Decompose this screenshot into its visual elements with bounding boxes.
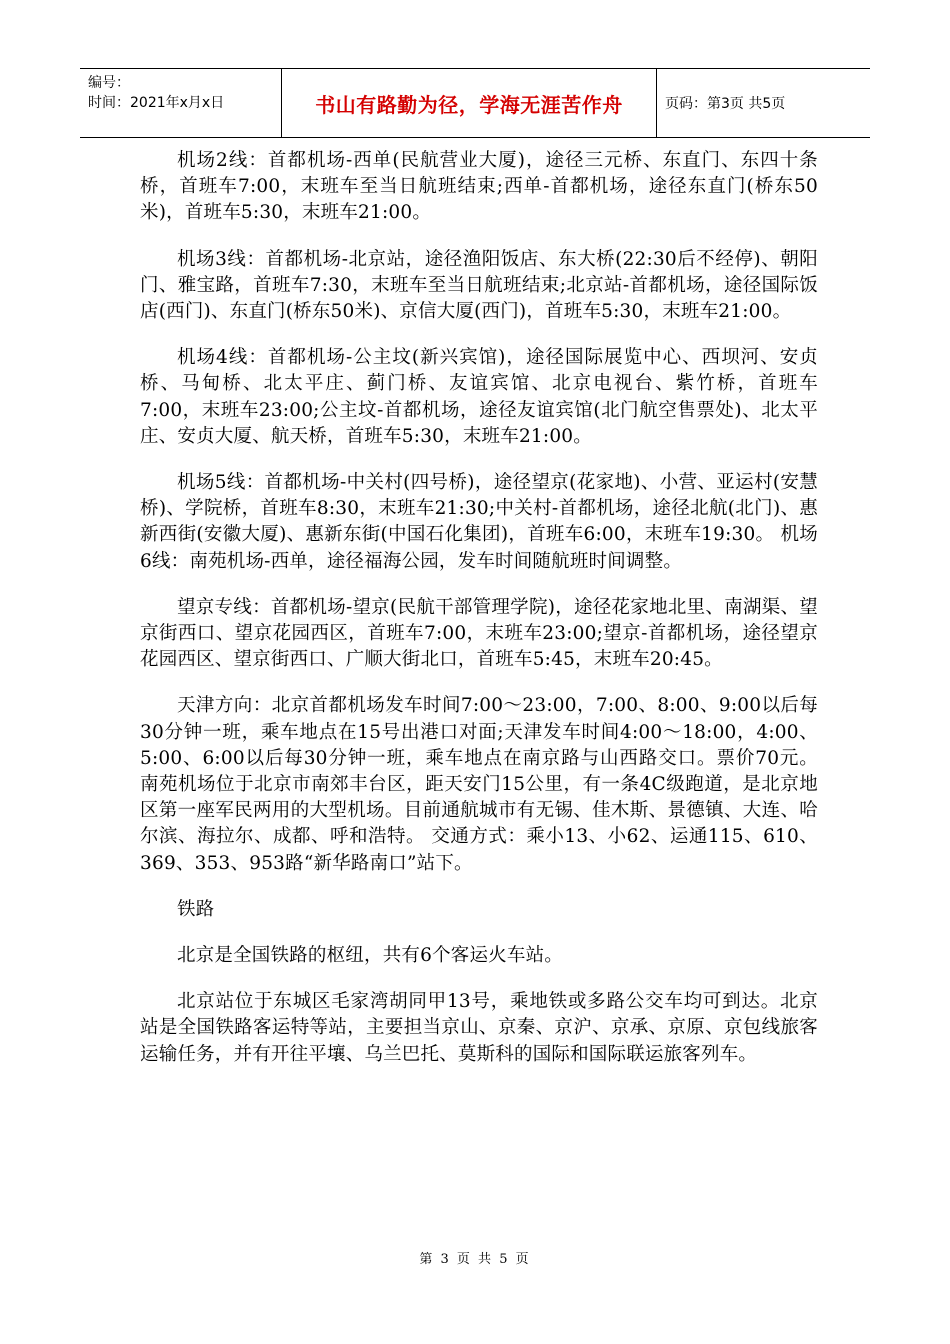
number-label: 编号：: [88, 75, 130, 91]
time-label: 时间：2021年x月x日: [88, 95, 225, 111]
document-body: [140, 148, 818, 1088]
paragraph: 机场3线：首都机场-北京站，途径渔阳饭店、东大桥(22:30后不经停)、朝阳门、雅宝路，首班车7:30，末班车至当日航班结束;北京站-首都机场，途径国际饭店(西门)、东直门(桥东50米)、京信大厦(西门)，首班车5:30，末班车21:00。: [140, 248, 818, 323]
paragraph: 机场4线：首都机场-公主坟(新兴宾馆)，途径国际展览中心、西坝河、安贞桥、马甸桥、北太平庄、蓟门桥、友谊宾馆、北京电视台、紫竹桥，首班车7:00，末班车23:00;公主坟-首都机场，途径友谊宾馆(北门航空售票处)、北太平庄、安贞大厦、航天桥，首班车5:30，末班车21:00。: [140, 347, 818, 447]
header-meta: [80, 69, 282, 137]
page-footer: 第 3 页 共 5 页: [419, 1252, 531, 1267]
paragraph: 天津方向：北京首都机场发车时间7:00～23:00，7:00、8:00、9:00以后每30分钟一班，乘车地点在15号出港口对面;天津发车时间4:00～18:00，4:00、5:00、6:00以后每30分钟一班，乘车地点在南京路与山西路交口。票价70元。 南苑机场位于北京市南郊丰台区，距天安门15公里，有一条4C级跑道，是北京地区第一座军民两用的大型机场。目前通航城市有无锡、佳木斯、景德镇、大连、哈尔滨、海拉尔、成都、呼和浩特。 交通方式：乘小13、小62、运通115、610、369、353、953路“新华路南口”站下。: [140, 695, 818, 874]
paragraph: 北京站位于东城区毛家湾胡同甲13号，乘地铁或多路公交车均可到达。北京站是全国铁路客运特等站，主要担当京山、京秦、京沪、京承、京原、京包线旅客运输任务，并有开往平壤、乌兰巴托、莫斯科的国际和国际联运旅客列车。: [140, 991, 818, 1065]
section-heading: 铁路: [177, 898, 215, 920]
paragraph: 机场2线：首都机场-西单(民航营业大厦)，途径三元桥、东直门、东四十条桥，首班车7:00，末班车至当日航班结束;西单-首都机场，途径东直门(桥东50米)，首班车5:30，末班车21:00。: [140, 150, 818, 224]
paragraph: 望京专线：首都机场-望京(民航干部管理学院)，途径花家地北里、南湖渠、望京街西口、望京花园西区，首班车7:00，末班车23:00;望京-首都机场，途径望京花园西区、望京街西口、广顺大街北口，首班车5:45，末班车20:45。: [140, 596, 818, 671]
paragraph: 北京是全国铁路的枢纽，共有6个客运火车站。: [177, 945, 563, 967]
header-motto: 书山有路勤为径，学海无涯苦作舟: [282, 69, 657, 137]
paragraph: 机场5线：首都机场-中关村(四号桥)，途径望京(花家地)、小营、亚运村(安慧桥)、学院桥，首班车8:30，末班车21:30;中关村-首都机场，途径北航(北门)、惠新西街(安徽大厦)、惠新东街(中国石化集团)，首班车6:00，末班车19:30。 机场6线：南苑机场-西单，途径福海公园，发车时间随航班时间调整。: [140, 472, 818, 572]
header-page-info: 页码：第3页 共5页: [665, 96, 786, 112]
document-header: [80, 68, 870, 138]
